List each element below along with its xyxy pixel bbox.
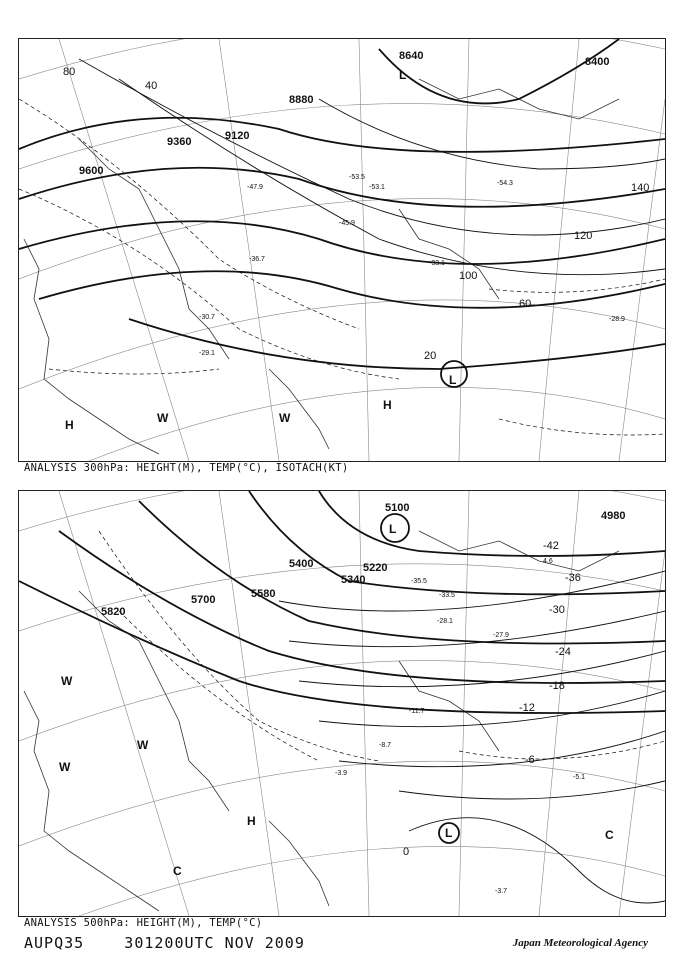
temp-label: -30 xyxy=(549,604,565,616)
temp-label: -36 xyxy=(565,572,581,584)
agency-name: Japan Meteorological Agency xyxy=(512,937,648,949)
low-pressure-mark: L xyxy=(399,68,407,82)
chart-500hpa-canvas xyxy=(19,491,665,916)
temp-label: 0 xyxy=(403,846,410,858)
height-label: 5220 xyxy=(363,562,388,574)
height-label: 5400 xyxy=(289,558,314,570)
graticule xyxy=(19,491,665,916)
height-label: 5100 xyxy=(385,502,410,514)
isotach-label: 100 xyxy=(459,270,478,282)
temp-label: -42 xyxy=(543,540,559,552)
low-pressure-mark: L xyxy=(445,826,453,840)
station-temp: -54.3 xyxy=(497,180,513,187)
station-temp: -53.5 xyxy=(349,174,365,181)
height-label: 8640 xyxy=(399,50,424,62)
station-temp: -28.1 xyxy=(437,618,453,625)
high-pressure-mark: H xyxy=(247,814,256,828)
height-contours xyxy=(19,491,665,843)
height-label: 9360 xyxy=(167,136,192,148)
isotach-label: 80 xyxy=(63,66,76,78)
temp-label: -12 xyxy=(519,702,535,714)
station-temp: -3.9 xyxy=(335,770,348,777)
coastline xyxy=(24,79,619,454)
height-label: 8400 xyxy=(585,56,610,68)
height-label: 8880 xyxy=(289,94,314,106)
caption-500hpa: ANALYSIS 500hPa: HEIGHT(M), TEMP(°C) xyxy=(24,917,263,929)
isotach-label: 40 xyxy=(145,80,158,92)
station-temp: -29.1 xyxy=(199,350,215,357)
height-label: 4980 xyxy=(601,510,626,522)
warm-mark: W xyxy=(59,760,71,774)
station-temp: -53.1 xyxy=(369,184,385,191)
height-label: 9600 xyxy=(79,165,104,177)
isotach-label: 120 xyxy=(574,230,593,242)
chart-300hpa-canvas xyxy=(19,39,665,461)
warm-mark: W xyxy=(137,738,149,752)
warm-mark: W xyxy=(157,411,169,425)
temp-label: -24 xyxy=(555,646,571,658)
station-temp: -47.9 xyxy=(247,184,263,191)
station-temp: -35.5 xyxy=(411,578,427,585)
station-temp: -33.1 xyxy=(429,260,445,267)
height-label: 9120 xyxy=(225,130,250,142)
chart-300hpa xyxy=(18,38,666,462)
isotach-label: 20 xyxy=(424,350,437,362)
temp-label: -6 xyxy=(525,754,535,766)
low-pressure-mark: L xyxy=(389,522,397,536)
station-temp: 4.6 xyxy=(543,558,553,565)
warm-mark: W xyxy=(279,411,291,425)
high-pressure-mark: H xyxy=(383,398,392,412)
isotach-contours xyxy=(79,59,665,275)
warm-mark: W xyxy=(61,674,73,688)
station-temp: -3.7 xyxy=(495,888,508,895)
high-pressure-mark: H xyxy=(65,418,74,432)
station-temp: -45.9 xyxy=(339,220,355,227)
height-contours xyxy=(19,39,665,387)
low-pressure-mark: L xyxy=(449,373,457,387)
graticule xyxy=(19,39,665,461)
station-temp: -8.7 xyxy=(379,742,392,749)
temp-label: -18 xyxy=(549,680,565,692)
isotherms xyxy=(19,99,665,435)
caption-300hpa: ANALYSIS 300hPa: HEIGHT(M), TEMP(°C), ISOTACH(KT) xyxy=(24,462,349,474)
cold-mark: C xyxy=(605,828,614,842)
height-label: 5820 xyxy=(101,606,126,618)
height-label: 5580 xyxy=(251,588,276,600)
station-temp: -27.9 xyxy=(493,632,509,639)
station-temp: -5.1 xyxy=(573,774,586,781)
cold-mark: C xyxy=(173,864,182,878)
bulletin-code: AUPQ35 301200UTC NOV 2009 xyxy=(24,934,305,952)
height-label: 5340 xyxy=(341,574,366,586)
station-temp: -30.7 xyxy=(199,314,215,321)
isotach-label: 140 xyxy=(631,182,650,194)
station-temp: -28.9 xyxy=(609,316,625,323)
height-label: 5700 xyxy=(191,594,216,606)
chart-500hpa xyxy=(18,490,666,917)
station-temp: -33.5 xyxy=(439,592,455,599)
isotach-label: 60 xyxy=(519,298,532,310)
station-temp: -11.7 xyxy=(409,708,425,715)
station-temp: -36.7 xyxy=(249,256,265,263)
